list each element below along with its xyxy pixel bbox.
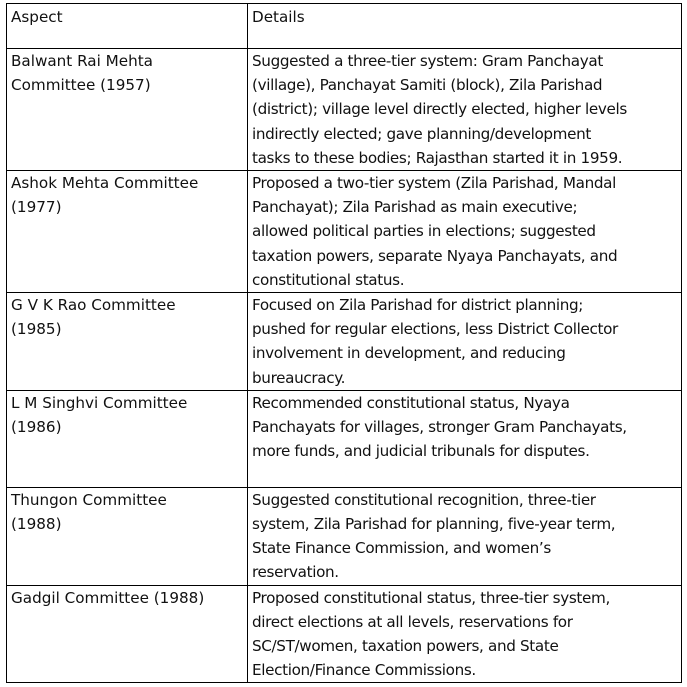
aspect-line: (1986) bbox=[11, 418, 62, 437]
aspect-cell bbox=[7, 487, 248, 585]
details-line: more funds, and judicial tribunals for disputes. bbox=[252, 442, 590, 461]
details-line: bureaucracy. bbox=[252, 368, 346, 387]
details-line: constitutional status. bbox=[252, 270, 405, 289]
details-line: allowed political parties in elections; suggested bbox=[252, 222, 596, 241]
details-line: involvement in development, and reducing bbox=[252, 344, 566, 363]
details-line: Recommended constitutional status, Nyaya bbox=[252, 393, 570, 412]
aspect-cell bbox=[7, 171, 248, 293]
committees-table bbox=[6, 3, 682, 683]
details-cell bbox=[248, 487, 682, 585]
aspect-line: Balwant Rai Mehta bbox=[11, 52, 153, 70]
details-line: system, Zila Parishad for planning, five-year term, bbox=[252, 515, 616, 534]
details-cell bbox=[248, 49, 682, 171]
aspect-cell bbox=[7, 585, 248, 683]
details-line: (village), Panchayat Samiti (block), Zila Parishad bbox=[252, 76, 603, 95]
details-line: (district); village level directly elected, higher levels bbox=[252, 100, 627, 119]
details-cell bbox=[248, 585, 682, 683]
aspect-line: (1977) bbox=[11, 198, 62, 217]
table-row bbox=[7, 171, 682, 293]
table-row bbox=[7, 390, 682, 487]
details-cell bbox=[248, 171, 682, 293]
table-row bbox=[7, 293, 682, 391]
details-line: pushed for regular elections, less District Collector bbox=[252, 320, 618, 339]
aspect-line: Ashok Mehta Committee bbox=[11, 174, 199, 193]
details-line: Panchayat); Zila Parishad as main executive; bbox=[252, 198, 578, 217]
details-line: SC/ST/women, taxation powers, and State bbox=[252, 637, 559, 656]
details-cell bbox=[248, 390, 682, 487]
aspect-line: Gadgil Committee (1988) bbox=[11, 588, 205, 607]
aspect-cell bbox=[7, 390, 248, 487]
details-cell bbox=[248, 293, 682, 391]
details-line: indirectly elected; gave planning/development bbox=[252, 124, 592, 143]
aspect-line: (1985) bbox=[11, 320, 62, 339]
aspect-line: (1988) bbox=[11, 515, 62, 534]
header-details: Details bbox=[248, 4, 682, 49]
details-line: taxation powers, separate Nyaya Panchayats, and bbox=[252, 246, 618, 265]
aspect-cell bbox=[7, 49, 248, 171]
aspect-line: Committee (1957) bbox=[11, 76, 151, 95]
details-line: Panchayats for villages, stronger Gram Panchayats, bbox=[252, 418, 627, 437]
details-line: Focused on Zila Parishad for district planning; bbox=[252, 296, 584, 315]
details-line: Election/Finance Commissions. bbox=[252, 661, 476, 680]
aspect-line: G V K Rao Committee bbox=[11, 296, 176, 315]
table-header-row bbox=[7, 4, 682, 49]
details-line: Suggested a three-tier system: Gram Panchayat bbox=[252, 52, 603, 70]
table-row bbox=[7, 585, 682, 683]
details-line: Proposed constitutional status, three-tier system, bbox=[252, 588, 610, 607]
details-line: State Finance Commission, and women’s bbox=[252, 539, 551, 558]
table-row bbox=[7, 49, 682, 171]
aspect-cell bbox=[7, 293, 248, 391]
aspect-line: Thungon Committee bbox=[11, 490, 167, 509]
details-line: Suggested constitutional recognition, three-tier bbox=[252, 490, 596, 509]
details-line: Proposed a two-tier system (Zila Parishad, Mandal bbox=[252, 174, 616, 193]
aspect-line: L M Singhvi Committee bbox=[11, 393, 188, 412]
header-aspect: Aspect bbox=[7, 4, 248, 49]
table-row bbox=[7, 487, 682, 585]
details-line: tasks to these bodies; Rajasthan started it in 1959. bbox=[252, 148, 623, 167]
details-line: reservation. bbox=[252, 563, 339, 582]
details-line: direct elections at all levels, reservations for bbox=[252, 612, 573, 631]
